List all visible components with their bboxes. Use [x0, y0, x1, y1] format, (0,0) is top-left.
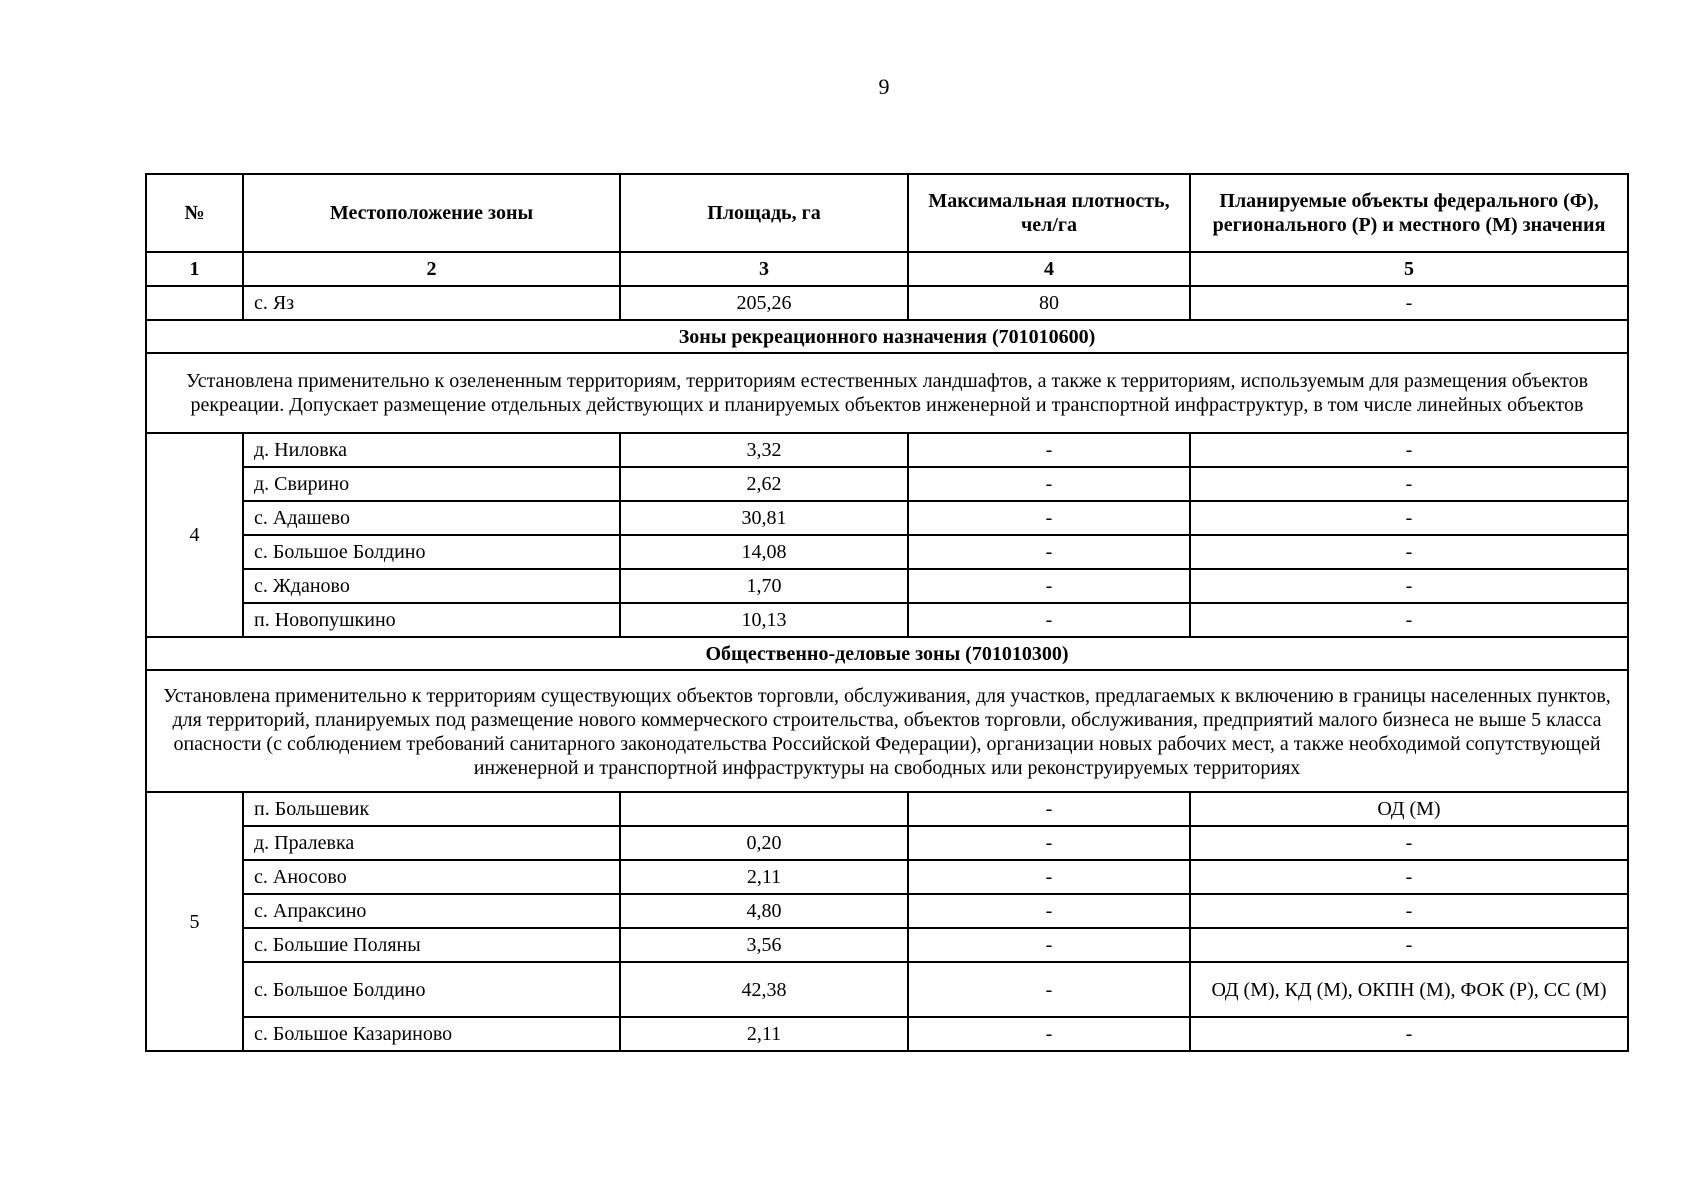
density-cell: - [908, 860, 1190, 894]
zones-table [145, 173, 1629, 1052]
density-cell: - [908, 535, 1190, 569]
density-cell: - [908, 792, 1190, 826]
area-cell: 2,62 [620, 467, 908, 501]
planned-cell: - [1190, 860, 1628, 894]
area-cell: 1,70 [620, 569, 908, 603]
section-description: Установлена применительно к озелененным территориям, территориям естественных ландшафтов, а также к территориям, используемым для размещения объектов рекреации. Допускает размещение отдельных действующих и планируемых объектов инженерной и транспортной инфраструктур, в том числе линейных объектов [146, 353, 1628, 433]
planned-cell: - [1190, 535, 1628, 569]
header-density: Максимальная плотность, чел/га [908, 174, 1190, 252]
header-planned: Планируемые объекты федерального (Ф), регионального (Р) и местного (М) значения [1190, 174, 1628, 252]
location-cell: с. Аносово [243, 860, 620, 894]
area-cell: 10,13 [620, 603, 908, 637]
density-cell: - [908, 603, 1190, 637]
density-cell: - [908, 1017, 1190, 1051]
planned-cell: - [1190, 467, 1628, 501]
table-row [146, 501, 1628, 535]
area-cell [620, 792, 908, 826]
table-row [146, 928, 1628, 962]
location-cell: с. Яз [243, 286, 620, 320]
location-cell: с. Большое Болдино [243, 962, 620, 1017]
location-cell: д. Ниловка [243, 433, 620, 467]
column-number-row [146, 252, 1628, 286]
table-header-row [146, 174, 1628, 252]
section-description-row [146, 353, 1628, 433]
density-cell: - [908, 467, 1190, 501]
table-row [146, 792, 1628, 826]
row-number-cell [146, 286, 243, 320]
table-row [146, 1017, 1628, 1051]
table-row [146, 603, 1628, 637]
density-cell: - [908, 826, 1190, 860]
planned-cell: - [1190, 433, 1628, 467]
group-number: 5 [146, 792, 243, 1051]
planned-cell: - [1190, 286, 1628, 320]
section-description-row [146, 670, 1628, 792]
area-cell: 30,81 [620, 501, 908, 535]
area-cell: 42,38 [620, 962, 908, 1017]
location-cell: д. Свирино [243, 467, 620, 501]
area-cell: 14,08 [620, 535, 908, 569]
location-cell: с. Большое Казариново [243, 1017, 620, 1051]
header-area: Площадь, га [620, 174, 908, 252]
density-cell: 80 [908, 286, 1190, 320]
area-cell: 0,20 [620, 826, 908, 860]
table-row [146, 433, 1628, 467]
table-row [146, 962, 1628, 1017]
location-cell: с. Адашево [243, 501, 620, 535]
planned-cell: - [1190, 569, 1628, 603]
location-cell: с. Жданово [243, 569, 620, 603]
density-cell: - [908, 928, 1190, 962]
table-row [146, 569, 1628, 603]
location-cell: с. Апраксино [243, 894, 620, 928]
density-cell: - [908, 433, 1190, 467]
header-location: Местоположение зоны [243, 174, 620, 252]
area-cell: 3,56 [620, 928, 908, 962]
area-cell: 205,26 [620, 286, 908, 320]
planned-cell: ОД (М) [1190, 792, 1628, 826]
column-number: 1 [146, 252, 243, 286]
table-row [146, 894, 1628, 928]
location-cell: с. Большое Болдино [243, 535, 620, 569]
section-title-row [146, 637, 1628, 670]
section-description: Установлена применительно к территориям существующих объектов торговли, обслуживания, для участков, предлагаемых к включению в границы населенных пунктов, для территорий, планируемых под размещение нового коммерческого строительства, объектов торговли, обслуживания, предприятий малого бизнеса не выше 5 класса опасности (с соблюдением требований санитарного законодательства Российской Федерации), организации новых рабочих мест, а также необходимой сопутствующей инженерной и транспортной инфраструктуры на свободных или реконструируемых территориях [146, 670, 1628, 792]
table-row [146, 860, 1628, 894]
section-title: Зоны рекреационного назначения (701010600) [146, 320, 1628, 353]
column-number: 4 [908, 252, 1190, 286]
planned-cell: - [1190, 603, 1628, 637]
planned-cell: - [1190, 1017, 1628, 1051]
table-row [146, 286, 1628, 320]
planned-cell: - [1190, 826, 1628, 860]
location-cell: п. Большевик [243, 792, 620, 826]
planned-cell: - [1190, 501, 1628, 535]
section-title: Общественно-деловые зоны (701010300) [146, 637, 1628, 670]
column-number: 5 [1190, 252, 1628, 286]
area-cell: 2,11 [620, 860, 908, 894]
planned-cell: - [1190, 894, 1628, 928]
column-number: 3 [620, 252, 908, 286]
table-row [146, 535, 1628, 569]
density-cell: - [908, 962, 1190, 1017]
section-title-row [146, 320, 1628, 353]
page-number: 9 [878, 74, 890, 99]
table-row [146, 826, 1628, 860]
density-cell: - [908, 569, 1190, 603]
column-number: 2 [243, 252, 620, 286]
location-cell: с. Большие Поляны [243, 928, 620, 962]
density-cell: - [908, 894, 1190, 928]
group-number: 4 [146, 433, 243, 637]
area-cell: 2,11 [620, 1017, 908, 1051]
location-cell: п. Новопушкино [243, 603, 620, 637]
location-cell: д. Пралевка [243, 826, 620, 860]
area-cell: 3,32 [620, 433, 908, 467]
density-cell: - [908, 501, 1190, 535]
header-number: № [146, 174, 243, 252]
table-row [146, 467, 1628, 501]
planned-cell: ОД (М), КД (М), ОКПН (М), ФОК (Р), СС (М) [1190, 962, 1628, 1017]
planned-cell: - [1190, 928, 1628, 962]
area-cell: 4,80 [620, 894, 908, 928]
